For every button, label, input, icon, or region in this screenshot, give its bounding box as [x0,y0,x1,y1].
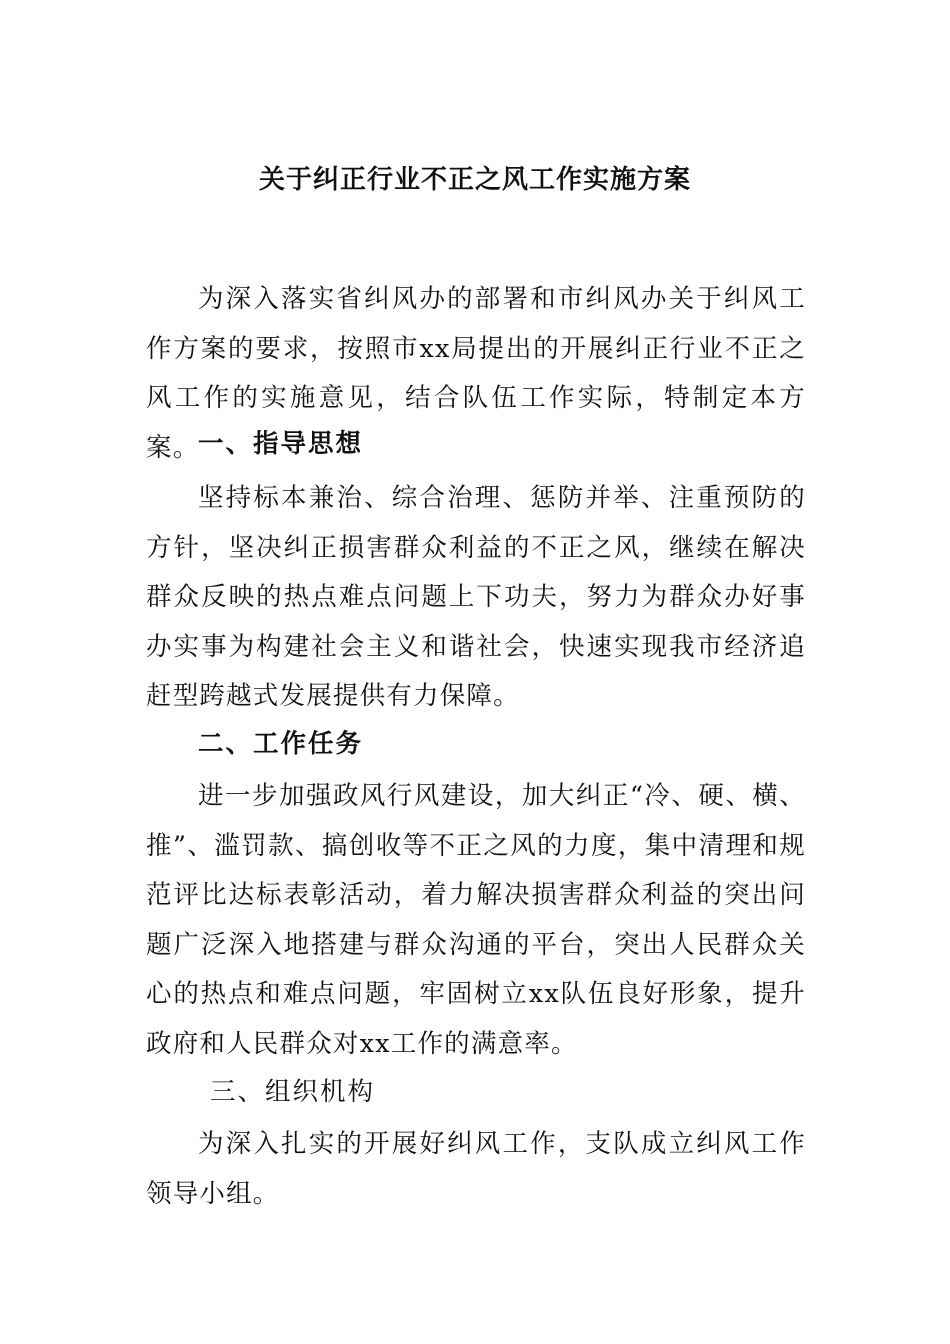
section-body-organization: 为深入扎实的开展好纠风工作，支队成立纠风工作领导小组。 [146,1129,806,1209]
document-title: 关于纠正行业不正之风工作实施方案 [258,165,691,195]
section-body-work-tasks: 进一步加强政风行风建设，加大纠正“冷、硬、横、推”、滥罚款、搞创收等不正之风的力度，集中清理和规范评比达标表彰活动，着力解决损害群众利益的突出问题广泛深入地搭建与群众沟通的平台，突出人民群众关心的热点和难点问题，牢固树立xx队伍良好形象，提升政府和人民群众对xx工作的满意率。 [146,781,806,1059]
intro-paragraph: 为深入落实省纠风办的部署和市纠风办关于纠风工作方案的要求，按照市xx局提出的开展纠正行业不正之风工作的实施意见，结合队伍工作实际，特制定本方案。 [146,284,806,463]
section-heading-guiding-ideology: 一、指导思想 [198,429,364,459]
section-heading-organization: 三、组织机构 [210,1077,376,1107]
section-heading-work-tasks: 二、工作任务 [198,729,364,759]
section-body-guiding-ideology: 坚持标本兼治、综合治理、惩防并举、注重预防的方针，坚决纠正损害群众利益的不正之风，继续在解决群众反映的热点难点问题上下功夫，努力为群众办好事办实事为构建社会主义和谐社会，快速实现我市经济追赶型跨越式发展提供有力保障。 [146,483,806,711]
